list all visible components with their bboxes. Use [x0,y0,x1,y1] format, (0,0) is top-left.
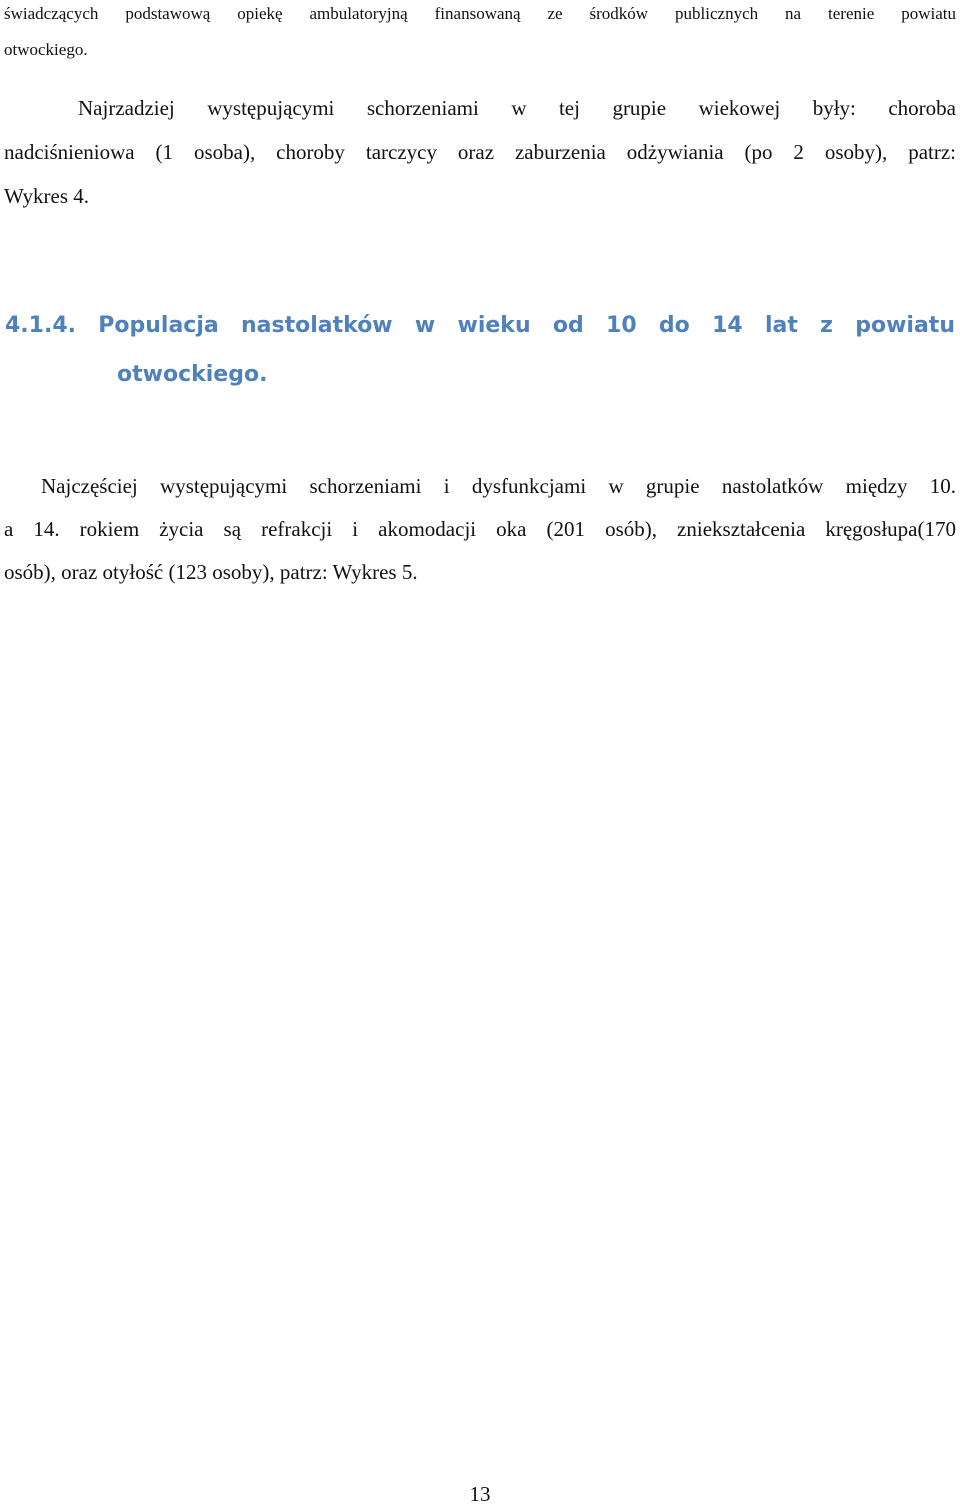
paragraph-2-line-3: osób), oraz otyłość (123 osoby), patrz: Wykres 5. [4,560,418,584]
paragraph-1-line-1: Najrzadziej występującymi schorzeniami w tej grupie wiekowej były: choroba [78,96,956,120]
paragraph-2-line-2: a 14. rokiem życia są refrakcji i akomodacji oka (201 osób), zniekształcenia kręgosłupa(170 [4,517,956,541]
prev-paragraph-line-2: otwockiego. [4,40,88,59]
paragraph-1-line-2: nadciśnieniowa (1 osoba), choroby tarczycy oraz zaburzenia odżywiania (po 2 osoby), patrz: [4,140,956,164]
paragraph-2-line-1: Najczęściej występującymi schorzeniami i dysfunkcjami w grupie nastolatków między 10. [41,474,956,498]
prev-paragraph-line-1: świadczących podstawową opiekę ambulatoryjną finansowaną ze środków publicznych na terenie powiatu [4,4,956,23]
section-heading: 4.1.4. Populacja nastolatków w wieku od 10 do 14 lat z powiatu [5,313,955,338]
section-heading-continuation: otwockiego. [117,362,268,387]
paragraph-1-line-3: Wykres 4. [4,184,90,208]
page-number: 13 [469,1482,491,1506]
